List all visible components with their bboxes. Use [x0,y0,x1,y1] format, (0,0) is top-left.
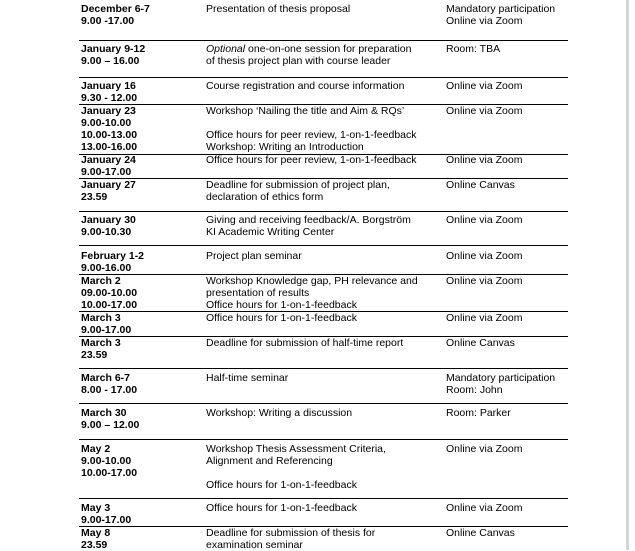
date-line: May 8 [81,527,111,539]
schedule-row [79,214,568,246]
location-cell [446,250,568,262]
location-line: Online Canvas [446,179,515,191]
location-line: Mandatory participation [446,3,556,15]
location-cell [446,80,568,92]
date-cell [81,275,203,311]
date-cell [81,337,203,361]
date-line: March 3 [81,337,121,349]
time-line: 09.00-10.00 [81,287,138,299]
date-line: January 23 [81,105,136,117]
date-cell [81,443,203,479]
time-line: 9.00-16.00 [81,262,132,274]
time-line: 9.00-10.00 [81,117,132,129]
activity-line: Office hours for peer review, 1-on-1-feedback [206,129,417,141]
schedule-row [79,250,568,275]
location-cell [446,154,568,166]
activity-cell [206,80,446,92]
activity-line: Workshop Knowledge gap, PH relevance and [206,275,418,287]
location-cell [446,214,568,226]
location-line: Online via Zoom [446,275,523,287]
date-line: March 2 [81,275,121,287]
activity-cell [206,407,446,419]
location-cell [446,407,568,419]
activity-line: presentation of results [206,287,310,299]
time-line: 8.00 - 17.00 [81,384,138,396]
location-line: Online via Zoom [446,154,523,166]
date-line: January 9-12 [81,43,146,55]
activity-line: Course registration and course information [206,80,405,92]
activity-cell [206,250,446,262]
schedule-row [79,312,568,337]
time-line: 9.00 – 12.00 [81,419,140,431]
activity-line: examination seminar [206,539,303,551]
time-line: 9.30 - 12.00 [81,92,138,104]
location-cell [446,312,568,324]
time-line: 23.59 [81,539,108,551]
activity-line: Deadline for submission of thesis for [206,527,376,539]
date-line: January 27 [81,179,136,191]
schedule-row [79,80,568,105]
date-cell [81,527,203,551]
activity-cell [206,154,446,166]
activity-cell [206,337,446,349]
date-line: May 3 [81,502,111,514]
activity-line: Project plan seminar [206,250,302,262]
activity-cell [206,443,446,491]
time-line: 23.59 [81,191,108,203]
date-line: January 24 [81,154,136,166]
activity-line: Office hours for 1-on-1-feedback [206,502,357,514]
schedule-row [79,372,568,404]
activity-line: Half-time seminar [206,372,289,384]
location-cell [446,179,568,191]
schedule-row [79,43,568,78]
location-cell [446,105,568,117]
date-cell [81,43,203,67]
location-line: Online via Zoom [446,443,523,455]
activity-line: Presentation of thesis proposal [206,3,351,15]
date-cell [81,502,203,526]
location-line: Online Canvas [446,337,515,349]
activity-line: Deadline for submission of half-time report [206,337,404,349]
schedule-row [79,502,568,527]
schedule-row [79,275,568,312]
activity-text: one-on-one session for preparation [245,43,412,55]
activity-cell [206,43,446,67]
activity-line: Giving and receiving feedback/A. Borgström [206,214,411,226]
location-cell [446,502,568,514]
location-line: Online via Zoom [446,214,523,226]
location-cell [446,3,568,27]
time-line: 9.00-17.00 [81,324,132,336]
activity-line: declaration of ethics form [206,191,324,203]
location-line: Mandatory participation [446,372,556,384]
date-cell [81,372,203,396]
activity-cell [206,312,446,324]
activity-cell [206,527,446,551]
location-cell [446,372,568,396]
activity-cell [206,3,446,15]
date-line: March 3 [81,312,121,324]
schedule-row [79,154,568,179]
location-cell [446,443,568,455]
activity-line: Workshop: Writing an Introduction [206,141,364,153]
location-line: Room: TBA [446,43,501,55]
date-line: December 6-7 [81,3,150,15]
activity-line: Office hours for 1-on-1-feedback [206,479,357,491]
activity-cell [206,214,446,238]
activity-cell [206,275,446,311]
date-line: February 1-2 [81,250,145,262]
time-line: 9.00-10.30 [81,226,132,238]
date-cell [81,312,203,336]
date-cell [81,80,203,104]
location-line: Online via Zoom [446,80,523,92]
date-cell [81,250,203,274]
location-cell [446,275,568,287]
location-line: Online via Zoom [446,15,523,27]
time-line: 13.00-16.00 [81,141,138,153]
optional-label: Optional [206,43,246,55]
schedule-row [79,179,568,212]
schedule-row [79,3,568,41]
time-line: 9.00 – 16.00 [81,55,140,67]
activity-cell [206,179,446,203]
date-cell [81,179,203,203]
time-line: 10.00-17.00 [81,467,138,479]
location-line: Online via Zoom [446,250,523,262]
time-line: 9.00-17.00 [81,514,132,526]
page-edge-divider [626,0,629,550]
date-cell [81,105,203,153]
location-cell [446,337,568,349]
time-line: 9.00-10.00 [81,455,132,467]
schedule-row [79,105,568,155]
activity-line: Workshop ‘Nailing the title and Aim & RQs’ [206,105,405,117]
activity-line: Office hours for 1-on-1-feedback [206,299,357,311]
schedule-row [79,443,568,499]
schedule-row [79,407,568,440]
time-line: 23.59 [81,349,108,361]
activity-line: Office hours for 1-on-1-feedback [206,312,357,324]
activity-line: Workshop Thesis Assessment Criteria, [206,443,386,455]
location-line: Online Canvas [446,527,515,539]
location-line: Online via Zoom [446,105,523,117]
date-line: March 6-7 [81,372,131,384]
activity-line: Office hours for peer review, 1-on-1-feedback [206,154,417,166]
time-line: 9.00-17.00 [81,166,132,178]
activity-cell [206,372,446,384]
date-cell [81,214,203,238]
location-line: Online via Zoom [446,502,523,514]
date-line: January 16 [81,80,136,92]
activity-line [206,43,446,55]
location-line: Room: John [446,384,503,396]
activity-cell [206,105,446,153]
location-cell [446,527,568,539]
activity-cell [206,502,446,514]
activity-line: Workshop: Writing a discussion [206,407,353,419]
time-line: 10.00-13.00 [81,129,138,141]
date-cell [81,3,203,27]
date-line: March 30 [81,407,127,419]
activity-line: KI Academic Writing Center [206,226,335,238]
schedule-row [79,527,568,550]
activity-line: Deadline for submission of project plan, [206,179,390,191]
date-cell [81,407,203,431]
location-line: Online via Zoom [446,312,523,324]
time-line: 10.00-17.00 [81,299,138,311]
schedule-row [79,337,568,369]
activity-line: Alignment and Referencing [206,455,333,467]
time-line: 9.00 -17.00 [81,15,135,27]
activity-line: of thesis project plan with course leader [206,55,391,67]
date-cell [81,154,203,178]
location-line: Room: Parker [446,407,511,419]
date-line: January 30 [81,214,136,226]
date-line: May 2 [81,443,111,455]
location-cell [446,43,568,55]
